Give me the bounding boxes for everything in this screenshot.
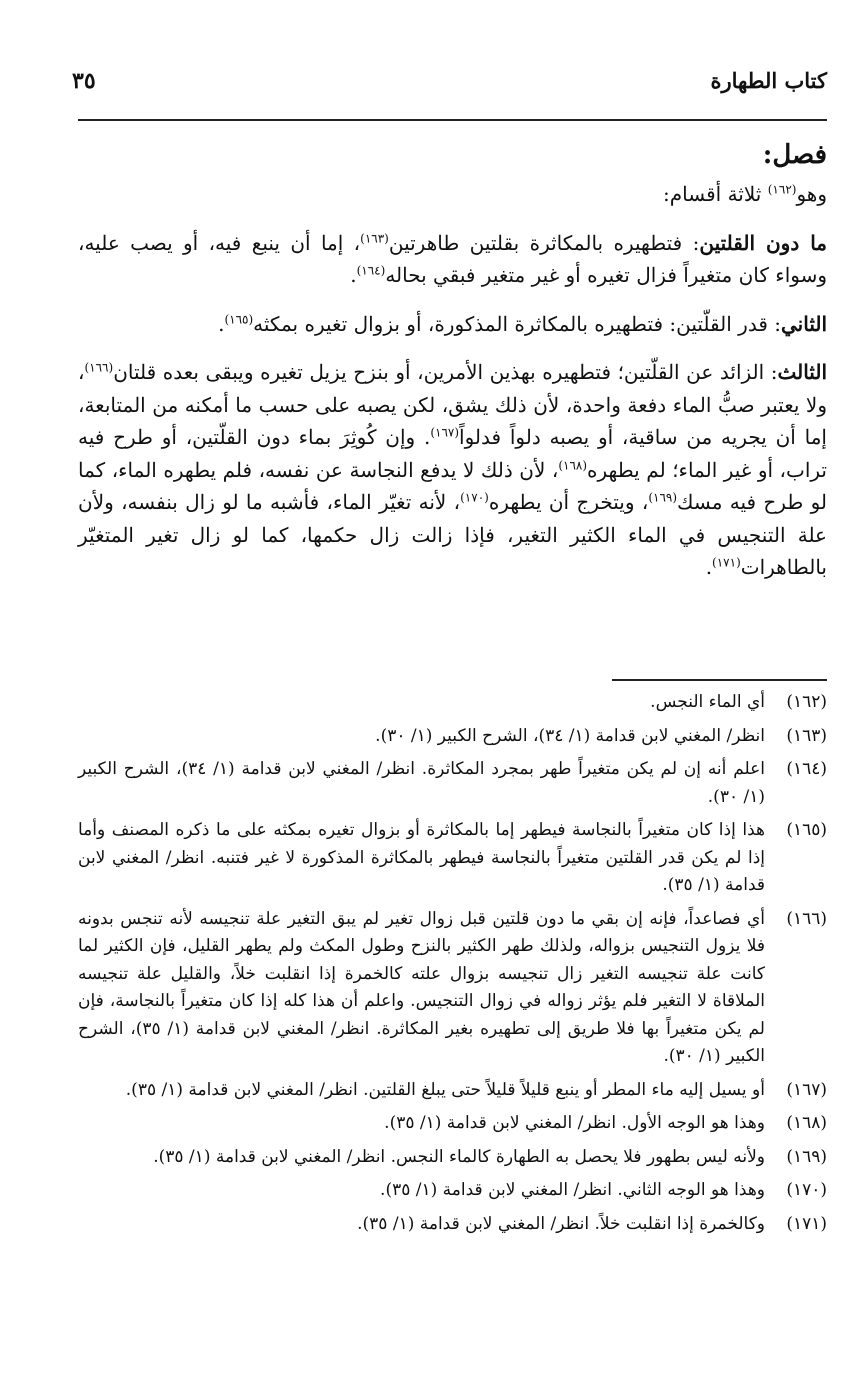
paragraph-text: . وإن كُوثِرَ بماء دون القلّتين، أو طرح فيه تراب، أو غير الماء؛ لم يطهره: [78, 425, 827, 482]
footnote-number: (١٦٤): [786, 759, 827, 779]
paragraphs: [78, 178, 827, 584]
paragraph-text: ، لأنه تغيّر الماء، فأشبه ما لو زال بنفسه، ولأن علة التنجيس في الماء الكثير التغير، فإذا زالت زال حكمها، كما لو زال تغير المتغيّر بالطاهرات: [78, 490, 827, 579]
paragraph-text: ، إما أن ينبع فيه، أو يصب عليه، وسواء كان متغيراً فزال تغيره أو غير متغير فبقي بحاله: [78, 230, 827, 287]
section-heading: فصل:: [762, 140, 827, 170]
paragraph-text: : الزائد عن القلّتين؛ فتطهيره بهذين الأمرين، أو بنزح يزيل تغيره ويبقى بعده قلتان: [113, 360, 778, 384]
footnote-number: (١٦٥): [786, 820, 827, 840]
footnote-text: أي الماء النجس.: [650, 692, 765, 712]
footnote-text: وهذا هو الوجه الأول. انظر/ المغني لابن قدامة (١/ ٣٥).: [384, 1113, 765, 1133]
paragraph-text: : قدر القلّتين: فتطهيره بالمكاثرة المذكورة، أو بزوال تغيره بمكثه: [253, 311, 781, 336]
footnote-rule: [612, 679, 827, 681]
main-paragraph: [78, 178, 827, 211]
footnote-number: (١٦٨): [786, 1113, 827, 1133]
footnote-item: [78, 1211, 827, 1239]
footnote-item: [78, 756, 827, 811]
footnote-marker: (١٦٧): [430, 425, 460, 440]
footnote-text: أي فصاعداً، فإنه إن بقي ما دون قلتين قبل زوال تغير لم يبق التغير علة تنجيسه لأنه تنجس بدونه فلا يزول التنجيس بزواله، ولذلك طهر الكثير بالنزح وطول المكث ولم يطهر القليل، فإن الكثير لما كانت علة تنجيسه التغير زال تنجيسه بزوال علته كالخمرة إذا انقلبت خلاً، والقليل علة تنجيسه الملاقاة لا التغير فلم يؤثر زواله في زوال التنجيس. واعلم أن هذا كله إذا كان متغيراً بالنجاسة، فإن لم يكن متغيراً بها فلا طريق إلى تطهيره بغير المكاثرة. انظر/ المغني لابن قدامة (١/ ٣٥)، الشرح الكبير (١/ ٣٠).: [78, 908, 765, 1066]
main-text: [78, 138, 827, 600]
footnote-marker: (١٦٨): [558, 457, 588, 472]
paragraph-text: ، ويتخرج أن يطهره: [488, 490, 649, 514]
paragraph-text: وهو: [796, 182, 827, 206]
footnote-marker: (١٦٤): [356, 263, 386, 278]
footnote-number: (١٦٢): [786, 692, 827, 712]
footnote-item: [78, 817, 827, 900]
main-paragraph: [78, 308, 827, 341]
footnote-text: وهذا هو الوجه الثاني. انظر/ المغني لابن قدامة (١/ ٣٥).: [380, 1180, 765, 1200]
paragraph-lead: الثالث: [777, 360, 827, 384]
footnote-item: [78, 906, 827, 1071]
footnote-marker: (١٦٣): [360, 230, 389, 245]
footnote-item: [78, 1110, 827, 1138]
footnote-number: (١٦٦): [786, 908, 827, 929]
paragraph-text: ، لأن ذلك لا يدفع النجاسة عن نفسه، فلم يطهره الماء، كما لو طرح فيه مسك: [78, 457, 828, 514]
footnote-marker: (١٦٦): [84, 360, 114, 375]
footnote-marker: (١٧٠): [460, 490, 489, 505]
footnote-text: ولأنه ليس بطهور فلا يحصل به الطهارة كالماء النجس. انظر/ المغني لابن قدامة (١/ ٣٥).: [153, 1146, 765, 1167]
footnote-text: هذا إذا كان متغيراً بالنجاسة فيطهر إما بالمكاثرة أو بزوال تغيره بمكثه على ما ذكره المصنف وأما إذا لم يكن قدر القلتين متغيراً بالنجاسة فيطهر بالمكاثرة المذكورة لا غير فتنبه. انظر/ المغني لابن قدامة (١/ ٣٥).: [78, 820, 765, 895]
paragraph-text: .: [218, 311, 225, 336]
footnote-text: وكالخمرة إذا انقلبت خلاً. انظر/ المغني لابن قدامة (١/ ٣٥).: [357, 1213, 765, 1234]
footnote-number: (١٦٧): [786, 1079, 827, 1100]
footnote-text: أو يسيل إليه ماء المطر أو ينبع قليلاً قليلاً حتى يبلغ القلتين. انظر/ المغني لابن قدامة (١/ ٣٥).: [125, 1079, 765, 1100]
footnote-number: (١٦٣): [786, 725, 827, 746]
footnote-marker: (١٦٢): [767, 182, 797, 197]
footnote-marker: (١٦٩): [648, 490, 678, 505]
footnote-number: (١٧٠): [786, 1180, 827, 1200]
footnote-item: [78, 1144, 827, 1172]
footnote-item: [78, 1077, 827, 1105]
footnote-text: اعلم أنه إن لم يكن متغيراً طهر بمجرد المكاثرة. انظر/ المغني لابن قدامة (١/ ٣٤)، الشرح الكبير (١/ ٣٠).: [78, 759, 766, 807]
main-paragraph: [78, 356, 827, 584]
footnote-number: (١٦٩): [786, 1146, 827, 1167]
main-paragraph: [78, 227, 827, 292]
paragraph-text: .: [705, 555, 713, 579]
book-title: كتاب الطهارة: [710, 68, 827, 93]
running-header: [72, 60, 827, 100]
footnote-item: [78, 723, 827, 751]
footnote-marker: (١٦٥): [224, 311, 254, 326]
header-rule: [78, 119, 827, 121]
footnote-number: (١٧١): [786, 1213, 827, 1234]
paragraph-lead: ما دون القلتين: [699, 230, 828, 255]
paragraph-lead: الثاني: [780, 311, 827, 336]
paragraph-text: ثلاثة أقسام:: [663, 182, 768, 206]
page-number: ٣٥: [72, 68, 96, 94]
footnote-item: [78, 1177, 827, 1205]
paragraph-text: .: [350, 263, 357, 287]
footnote-item: [78, 689, 827, 717]
paragraph-text: ، ولا يعتبر صبُّ الماء دفعة واحدة، لأن ذلك يشق، لكن يصبه على حسب ما أمكنه من المتابعة، إما أن يجريه من ساقية، أو يصبه دلواً فدلواً: [78, 360, 827, 449]
footnotes: [78, 689, 827, 1244]
footnote-text: انظر/ المغني لابن قدامة (١/ ٣٤)، الشرح الكبير (١/ ٣٠).: [375, 725, 765, 746]
footnote-marker: (١٧١): [712, 555, 741, 570]
paragraph-text: : فتطهيره بالمكاثرة بقلتين طاهرتين: [388, 230, 700, 255]
